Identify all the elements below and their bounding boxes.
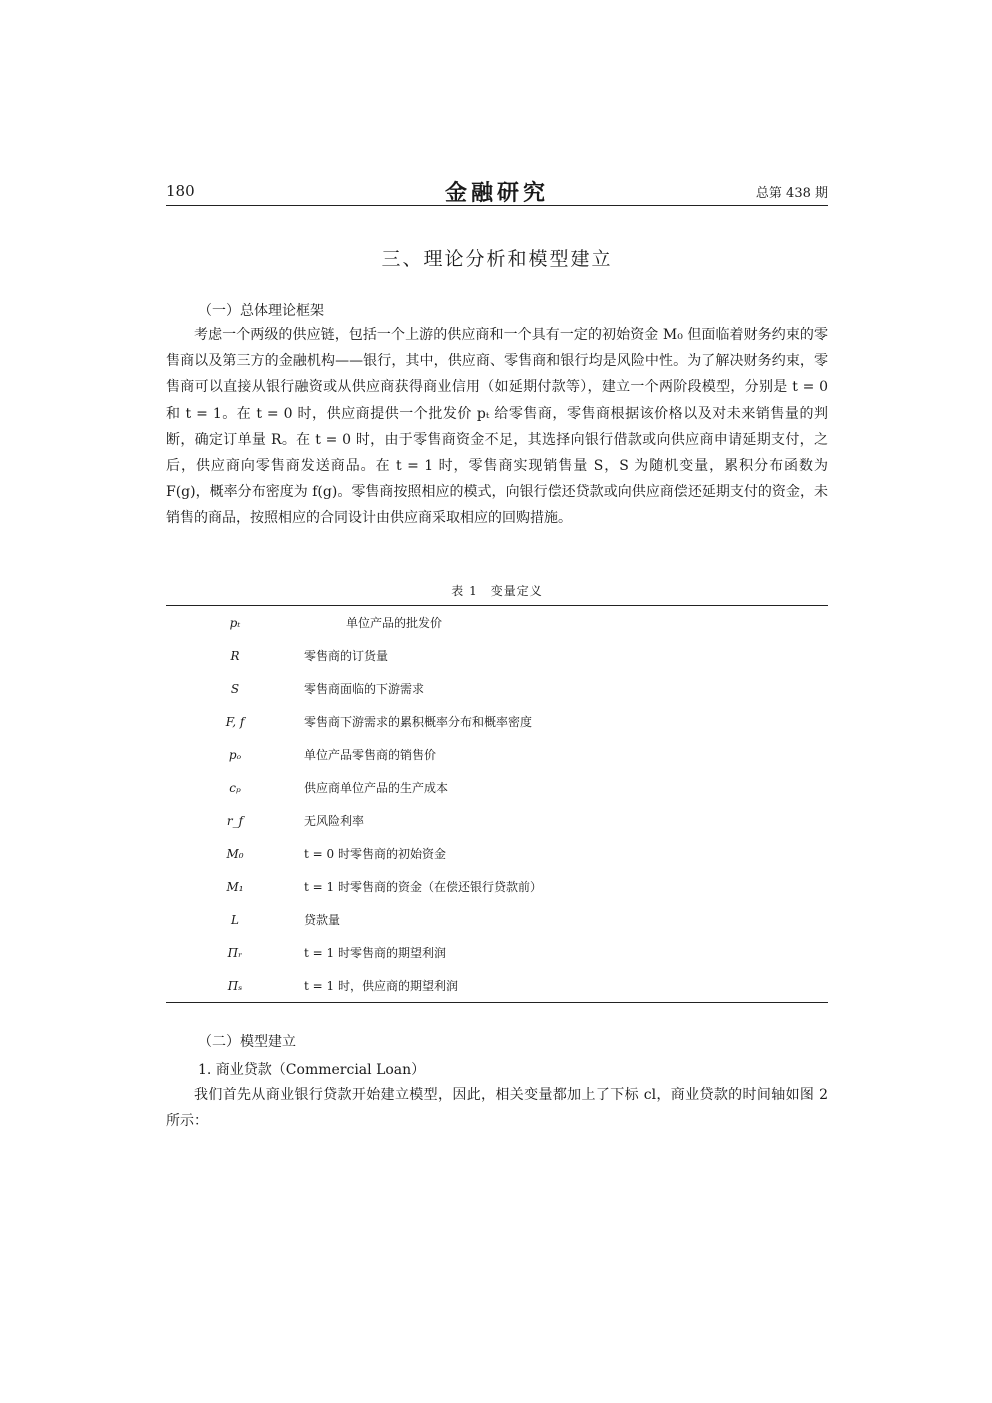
variable-symbol: r_f bbox=[226, 813, 244, 828]
variable-definition: 零售商面临的下游需求 bbox=[304, 682, 425, 696]
variable-definition: 零售商下游需求的累积概率分布和概率密度 bbox=[304, 715, 533, 729]
variable-definition: 单位产品的批发价 bbox=[346, 616, 443, 630]
variable-symbol: cₚ bbox=[229, 780, 241, 795]
table-row bbox=[166, 804, 828, 837]
variable-definition: 贷款量 bbox=[304, 913, 341, 927]
variable-definition: t = 1 时零售商的期望利润 bbox=[304, 946, 446, 960]
variable-table bbox=[166, 605, 828, 1003]
subsection-heading-framework: （一）总体理论框架 bbox=[198, 303, 324, 319]
page-header bbox=[166, 176, 828, 206]
variable-definition: t = 1 时，供应商的期望利润 bbox=[304, 979, 458, 993]
variable-symbol: Πₛ bbox=[227, 978, 243, 993]
table-row bbox=[166, 837, 828, 870]
page-number: 180 bbox=[166, 182, 195, 200]
table-row bbox=[166, 903, 828, 936]
variable-symbol: S bbox=[230, 681, 240, 696]
table-row bbox=[166, 672, 828, 705]
variable-symbol: M₀ bbox=[226, 846, 244, 861]
subsection-heading-model: （二）模型建立 bbox=[198, 1034, 296, 1050]
table-caption: 表 1 变量定义 bbox=[451, 584, 543, 598]
table-row bbox=[166, 771, 828, 804]
body-paragraph-commercial-loan: 我们首先从商业银行贷款开始建立模型，因此，相关变量都加上了下标 cl，商业贷款的时间轴如图 2 所示： bbox=[166, 1087, 828, 1130]
variable-symbol: L bbox=[231, 912, 239, 927]
variable-symbol: Πᵣ bbox=[227, 945, 243, 960]
table-row bbox=[166, 705, 828, 738]
variable-symbol: F, f bbox=[225, 714, 245, 729]
variable-definition: t = 0 时零售商的初始资金 bbox=[304, 847, 446, 861]
variable-symbol: M₁ bbox=[226, 879, 244, 894]
variable-symbol: R bbox=[230, 648, 240, 663]
subsection-heading-commercial-loan: 1. 商业贷款（Commercial Loan） bbox=[198, 1062, 426, 1078]
variable-symbol: pₜ bbox=[229, 615, 241, 630]
table-row bbox=[166, 738, 828, 771]
issue-label: 总第 438 期 bbox=[755, 186, 828, 201]
section-title: 三、理论分析和模型建立 bbox=[381, 248, 613, 270]
table-row bbox=[166, 870, 828, 903]
variable-symbol: pₒ bbox=[228, 747, 242, 762]
body-paragraph-framework: 考虑一个两级的供应链，包括一个上游的供应商和一个具有一定的初始资金 M₀ 但面临着财务约束的零售商以及第三方的金融机构——银行，其中，供应商、零售商和银行均是风险中性。为了解决财务约束，零售商可以直接从银行融资或从供应商获得商业信用（如延期付款等），建立一个两阶段模型，分别是 t = 0 和 t = 1。在 t = 0 时，供应商提供一个批发价 pₜ 给零售商，零售商根据该价格以及对未来销售量的判断，确定订单量 R。在 t = 0 时，由于零售商资金不足，其选择向银行借款或向供应商申请延期支付，之后，供应商向零售商发送商品。在 t = 1 时，零售商实现销售量 S，S 为随机变量，累积分布函数为 F(g)，概率分布密度为 f(g)。零售商按照相应的模式，向银行偿还贷款或向供应商偿还延期支付的资金，未销售的商品，按照相应的合同设计由供应商采取相应的回购措施。 bbox=[166, 327, 828, 527]
variable-definition: 单位产品零售商的销售价 bbox=[304, 748, 437, 762]
table-row bbox=[166, 936, 828, 969]
header-rule bbox=[166, 205, 828, 206]
variable-definition: t = 1 时零售商的资金（在偿还银行贷款前） bbox=[304, 880, 542, 894]
variable-definition: 零售商的订货量 bbox=[304, 649, 389, 663]
journal-name: 金融研究 bbox=[444, 180, 549, 206]
variable-definition: 无风险利率 bbox=[304, 814, 365, 828]
variable-definition: 供应商单位产品的生产成本 bbox=[304, 781, 449, 795]
table-row bbox=[166, 969, 828, 1002]
table-row bbox=[166, 606, 828, 639]
table-row bbox=[166, 639, 828, 672]
